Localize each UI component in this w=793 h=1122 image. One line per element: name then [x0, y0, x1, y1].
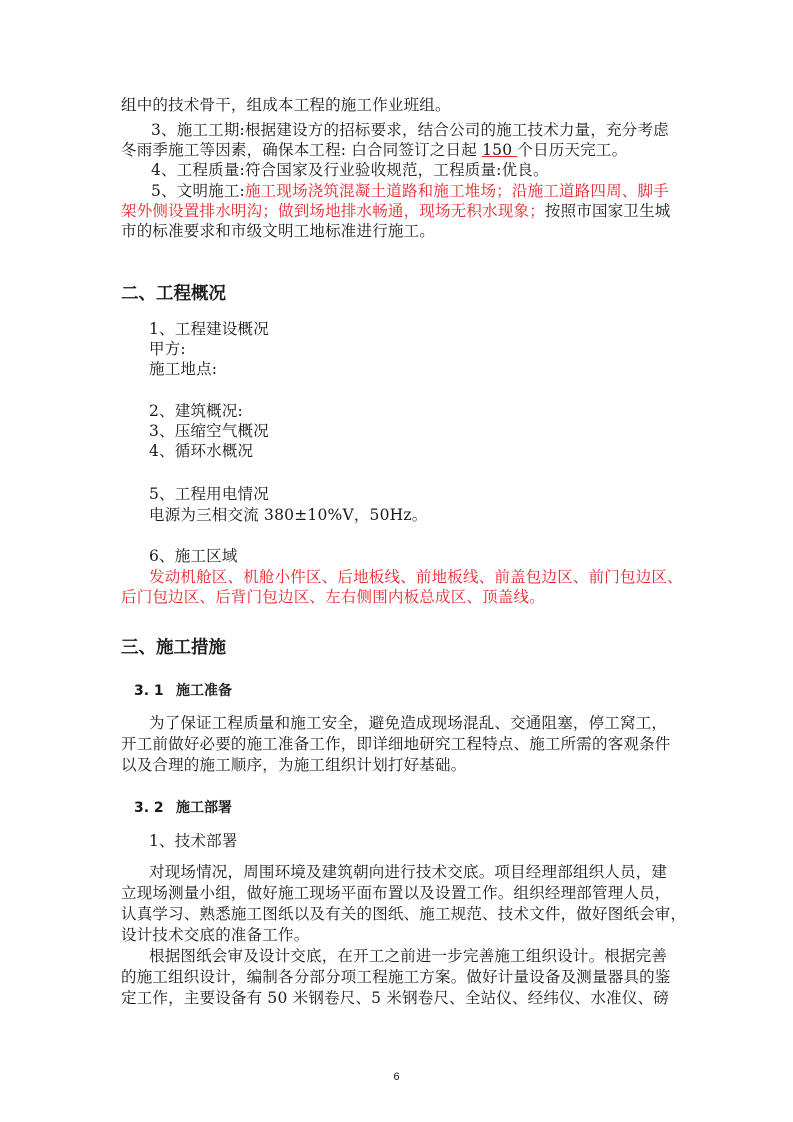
- paragraph-line: 对现场情况，周围环境及建筑朝向进行技术交底。项目经理部组织人员，建: [149, 863, 668, 881]
- subsection-number: 3. 1: [134, 683, 164, 699]
- list-item: 2、建筑概况:: [149, 402, 243, 420]
- subsection-title: 施工部署: [176, 800, 232, 816]
- highlight-text: 架外侧设置排水明沟；做到场地排水畅通，现场无积水现象；: [121, 202, 545, 220]
- page-number: 6: [393, 1071, 400, 1083]
- list-item: 1、工程建设概况: [149, 320, 269, 338]
- text-span: 5、文明施工:: [151, 182, 245, 200]
- list-item: 5、工程用电情况: [149, 485, 269, 503]
- paragraph-line: 认真学习、熟悉施工图纸以及有关的图纸、施工规范、技术文件，做好图纸会审，: [121, 905, 687, 923]
- field-label: 甲方:: [149, 340, 186, 358]
- paragraph-line: 定工作，主要设备有 50 米钢卷尺、5 米钢卷尺、全站仪、经纬仪、水准仪、磅: [121, 989, 669, 1007]
- paragraph-line: 根据图纸会审及设计交底，在开工之前进一步完善施工组织设计。根据完善: [149, 947, 668, 965]
- paragraph-line: 开工前做好必要的施工准备工作，即详细地研究工程特点、施工所需的客观条件: [121, 735, 671, 753]
- paragraph-line: 组中的技术骨干，组成本工程的施工作业班组。: [121, 96, 451, 114]
- text-span: 个日历天完工。: [517, 141, 628, 159]
- paragraph-line: 立现场测量小组，做好施工现场平面布置以及设置工作。组织经理部管理人员，: [121, 884, 671, 902]
- subsection-heading: [134, 799, 232, 817]
- paragraph-line: 的施工组织设计，编制各分部分项工程施工方案。做好计量设备及测量器具的鉴: [121, 968, 671, 986]
- duration-days: 150: [482, 141, 518, 159]
- list-item: 3、压缩空气概况: [149, 422, 269, 440]
- subsection-number: 3. 2: [134, 800, 164, 816]
- text-span: 冬雨季施工等因素，确保本工程: 白合同签订之日起: [121, 141, 483, 159]
- section-heading: 三、施工措施: [121, 638, 226, 658]
- civilized-item-cont: 市的标准要求和市级文明工地标准进行施工。: [121, 222, 436, 240]
- paragraph-line: 为了保证工程质量和施工安全，避免造成现场混乱、交通阻塞，停工窝工，: [149, 714, 668, 732]
- zones-list: 发动机舱区、机舱小件区、后地板线、前地板线、前盖包边区、前门包边区、: [149, 568, 683, 586]
- list-item: 1、技术部署: [149, 832, 238, 850]
- section-heading: 二、工程概况: [121, 284, 226, 304]
- text-span: 按照市国家卫生城: [544, 202, 671, 220]
- subsection-heading: [134, 682, 232, 700]
- civilized-item-cont: [121, 201, 671, 221]
- highlight-text: 施工现场浇筑混凝土道路和施工堆场；沿施工道路四周、脚手: [244, 182, 669, 200]
- subsection-title: 施工准备: [176, 683, 232, 699]
- field-label: 施工地点:: [149, 360, 218, 378]
- quality-item: 4、工程质量:符合国家及行业验收规范，工程质量:优良。: [151, 161, 549, 179]
- power-spec: 电源为三相交流 380±10%V，50Hz。: [149, 506, 428, 524]
- schedule-item: 3、施工工期:根据建设方的招标要求，结合公司的施工技术力量，充分考虑: [151, 121, 669, 139]
- paragraph-line: 以及合理的施工顺序，为施工组织计划打好基础。: [121, 756, 467, 774]
- list-item: 6、施工区域: [149, 547, 238, 565]
- schedule-item-cont: [121, 140, 627, 160]
- list-item: 4、循环水概况: [149, 442, 254, 460]
- civilized-item: [151, 181, 669, 201]
- zones-list-cont: 后门包边区、后背门包边区、左右侧围内板总成区、顶盖线。: [121, 588, 545, 606]
- paragraph-line: 设计技术交底的准备工作。: [121, 926, 310, 944]
